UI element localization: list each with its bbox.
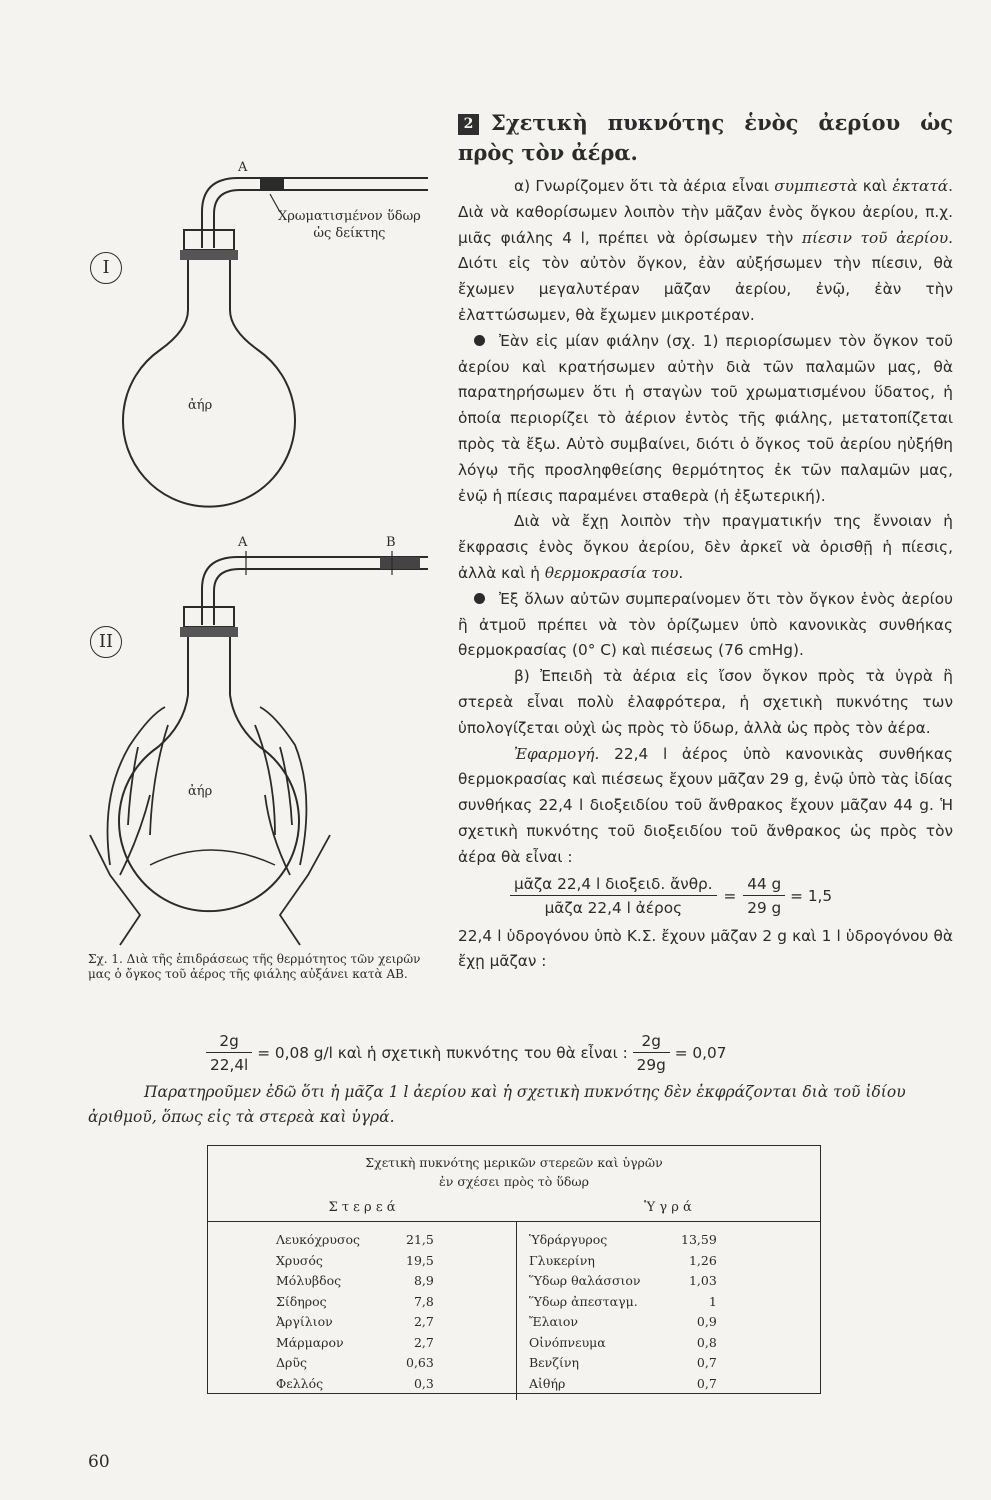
figure-2-label-b: B [386, 535, 396, 550]
table-row [270, 1230, 440, 1251]
material-name: Σίδηρος [276, 1293, 327, 1309]
table-row [523, 1271, 723, 1292]
section-heading [458, 108, 953, 168]
solids-table [270, 1230, 440, 1394]
figure-1-flask [80, 150, 460, 510]
bullet-icon [474, 593, 485, 604]
density-value: 13,59 [681, 1232, 717, 1247]
hydrogen-equation: $\frac{2g}{22,4l}$ = 0,08 g/l καὶ ἡ σχετικὴ πυκνότης του θὰ εἶναι : $\frac{2g}{29g}$ = 0,07 [206, 1030, 726, 1077]
table-row [523, 1353, 723, 1374]
bullet-icon [474, 335, 485, 346]
table-row [270, 1292, 440, 1313]
co2-equation: $\frac{\text{μᾶζα 22,4 l διοξειδ. ἄνθρ.}}{\text{μᾶζα 22,4 l ἀέρος}}$ = $\frac{44 g}{29 g}$ = 1,5 [458, 873, 953, 920]
figure-2-flask-hands [80, 535, 460, 955]
table-row [270, 1333, 440, 1354]
table-row [270, 1271, 440, 1292]
density-value: 1,26 [688, 1252, 717, 1268]
material-name: Μόλυβδος [276, 1273, 342, 1288]
paragraph-bullet-1: Ἐὰν εἰς μίαν φιάλην (σχ. 1) περιορίσωμεν τὸν ὄγκον τοῦ ἀερίου καὶ κρατήσωμεν αὐτὴν διὰ τῶν παλαμῶν μας, θὰ παρατηρήσωμεν ὅτι ἡ σταγὼν τοῦ χρωματισμένου ὕδατος, ἡ ὁποία περιορίζει τὸ ἀέριον ἐντὸς τῆς φιάλης, μετατοπίζεται πρὸς τὰ ἔξω. Αὐτὸ συμβαίνει, διότι ὁ ὄγκος τοῦ ἀερίου ηὐξήθη λόγῳ τῆς προσληφθείσης θερμότητος ἐκ τῶν παλαμῶν μας, ἐνῷ ἡ πίεσις παραμένει σταθερὰ (ἡ ἐξωτερική). [458, 331, 953, 505]
table-row [523, 1333, 723, 1354]
density-value: 0,7 [696, 1375, 717, 1391]
paragraph-bullet-2: Ἐξ ὅλων αὐτῶν συμπεραίνομεν ὅτι τὸν ὄγκον ἑνὸς ἀερίου ἢ ἀτμοῦ πρέπει νὰ τὸν ὁρίζωμεν ὑπὸ κανονικὰς συνθήκας θερμοκρασίας (0° C) καὶ πιέσεως (76 cmHg). [458, 589, 953, 660]
density-value: 0,7 [696, 1355, 717, 1370]
density-value: 0,63 [406, 1355, 434, 1370]
density-value: 2,7 [413, 1334, 434, 1350]
density-value: 19,5 [406, 1252, 434, 1268]
column-header-solids: Σ τ ε ρ ε ά [328, 1200, 396, 1215]
density-value: 0,8 [696, 1334, 717, 1350]
note-paragraph: Παρατηροῦμεν ἐδῶ ὅτι ἡ μᾶζα 1 l ἀερίου καὶ ἡ σχετικὴ πυκνότης δὲν ἐκφράζονται διὰ τοῦ ἰδίου ἀριθμοῦ, ὅπως εἰς τὰ στερεὰ καὶ ὑγρά. [88, 1083, 906, 1126]
section-title: Σχετικὴ πυκνότης ἑνὸς ἀερίου ὡς πρὸς τὸν ἀέρα. [458, 110, 953, 165]
density-value: 21,5 [406, 1232, 434, 1247]
table-row [270, 1312, 440, 1333]
figure-2-label-a: A [238, 535, 248, 550]
figure-1-indicator-caption: Χρωματισμένον ὕδωρ ὡς δείκτης [278, 209, 421, 241]
material-name: Οἰνόπνευμα [529, 1334, 606, 1350]
paragraph-a: α) Γνωρίζομεν ὅτι τὰ ἀέρια εἶναι συμπιεστὰ καὶ ἐκτατά. Διὰ νὰ καθορίσωμεν λοιπὸν τὴν μᾶζαν ἑνὸς ὄγκου ἀερίου, π.χ. μιᾶς φιάλης 4 l, πρέπει νὰ ὁρίσωμεν τὴν πίεσιν τοῦ ἀερίου. Διότι εἰς τὸν αὐτὸν ὄγκον, ἐὰν αὐξήσωμεν τὴν πίεσιν, θὰ ἔχωμεν μεγαλυτέραν μᾶζαν ἀερίου, ἐνῷ, ἐὰν τὴν ἐλαττώσωμεν, θὰ ἔχωμεν μικροτέραν. [458, 177, 954, 324]
figure-2-air-label: ἀήρ [188, 784, 213, 799]
table-row [523, 1312, 723, 1333]
density-value: 0,9 [696, 1314, 717, 1329]
material-name: Αἰθήρ [529, 1375, 566, 1391]
figure-1-air-label: ἀήρ [188, 398, 213, 413]
main-text-column [458, 108, 953, 975]
material-name: Μάρμαρον [276, 1334, 344, 1350]
table-row [270, 1353, 440, 1374]
figure-1-label-a: A [238, 160, 248, 175]
material-name: Ὑδράργυρος [529, 1232, 608, 1247]
material-name: Βενζίνη [529, 1355, 580, 1370]
density-value: 2,7 [413, 1314, 434, 1329]
figure-caption: Σχ. 1. Διὰ τῆς ἐπιδράσεως τῆς θερμότητος τῶν χειρῶν μας ὁ ὄγκος τοῦ ἀέρος τῆς φιάλης αὐξάνει κατὰ ΑΒ. [88, 952, 421, 981]
table-row [523, 1251, 723, 1272]
paragraph-2: Διὰ νὰ ἔχῃ λοιπὸν τὴν πραγματικήν της ἔννοιαν ἡ ἔκφρασις ἑνὸς ὄγκου ἀερίου, δὲν ἀρκεῖ νὰ ὁρισθῇ ἡ πίεσις, ἀλλὰ καὶ ἡ θερμοκρασία του. [458, 512, 953, 582]
material-name: Ὕδωρ ἀπεσταγμ. [529, 1293, 638, 1309]
table-row [523, 1230, 723, 1251]
application-label: Ἐφαρμογή. [514, 744, 600, 763]
density-value: 8,9 [413, 1273, 434, 1288]
section-number: 2 [458, 114, 479, 135]
paragraph-hydrogen: 22,4 l ὑδρογόνου ὑπὸ Κ.Σ. ἔχουν μᾶζαν 2 g καὶ 1 l ὑδρογόνου θὰ ἔχῃ μᾶζαν : [458, 926, 953, 971]
liquids-table [523, 1230, 723, 1394]
paragraph-b: β) Ἐπειδὴ τὰ ἀέρια εἰς ἴσον ὄγκον πρὸς τὰ ὑγρὰ ἢ στερεὰ εἶναι πολὺ ἐλαφρότερα, ἡ σχετικὴ πυκνότης των ὑπολογίζεται οὐχὶ ὡς πρὸς τὸ ὕδωρ, ἀλλὰ ὡς πρὸς τὸν ἀέρα. [458, 667, 953, 737]
table-row [270, 1251, 440, 1272]
material-name: Ὕδωρ θαλάσσιον [529, 1273, 641, 1288]
material-name: Λευκόχρυσος [276, 1232, 361, 1247]
figure-2-numeral: II [90, 626, 122, 658]
table-row [270, 1374, 440, 1395]
table-row [523, 1292, 723, 1313]
table-row [523, 1374, 723, 1395]
material-name: Χρυσός [276, 1252, 323, 1268]
density-value: 7,8 [413, 1293, 434, 1309]
table-title: Σχετικὴ πυκνότης μερικῶν στερεῶν καὶ ὑγρῶν ἐν σχέσει πρὸς τὸ ὕδωρ [365, 1155, 663, 1189]
density-value: 0,3 [413, 1375, 434, 1391]
material-name: Δρῦς [276, 1355, 307, 1370]
material-name: Φελλός [276, 1375, 324, 1391]
material-name: Ἀργίλιον [276, 1314, 333, 1329]
density-value: 1,03 [688, 1273, 717, 1288]
column-header-liquids: Ὑ γ ρ ά [644, 1200, 692, 1215]
material-name: Ἔλαιον [529, 1314, 578, 1329]
figure-1-numeral: I [90, 252, 122, 284]
paragraph-application: Ἐφαρμογή. 22,4 l ἀέρος ὑπὸ κανονικὰς συνθήκας θερμοκρασίας καὶ πιέσεως ἔχουν μᾶζαν 29 g, ἐνῷ ὑπὸ τὰς ἰδίας συνθήκας 22,4 l διοξειδίου τοῦ ἄνθρακος ἔχουν μᾶζαν 44 g. Ἡ σχετικὴ πυκνότης τοῦ διοξειδίου τοῦ ἄνθρακος ὡς πρὸς τὸν ἀέρα θὰ εἶναι : [458, 744, 953, 866]
density-table-box [207, 1145, 821, 1394]
material-name: Γλυκερίνη [529, 1252, 595, 1268]
density-value: 1 [708, 1293, 717, 1309]
page-number: 60 [88, 1452, 110, 1472]
